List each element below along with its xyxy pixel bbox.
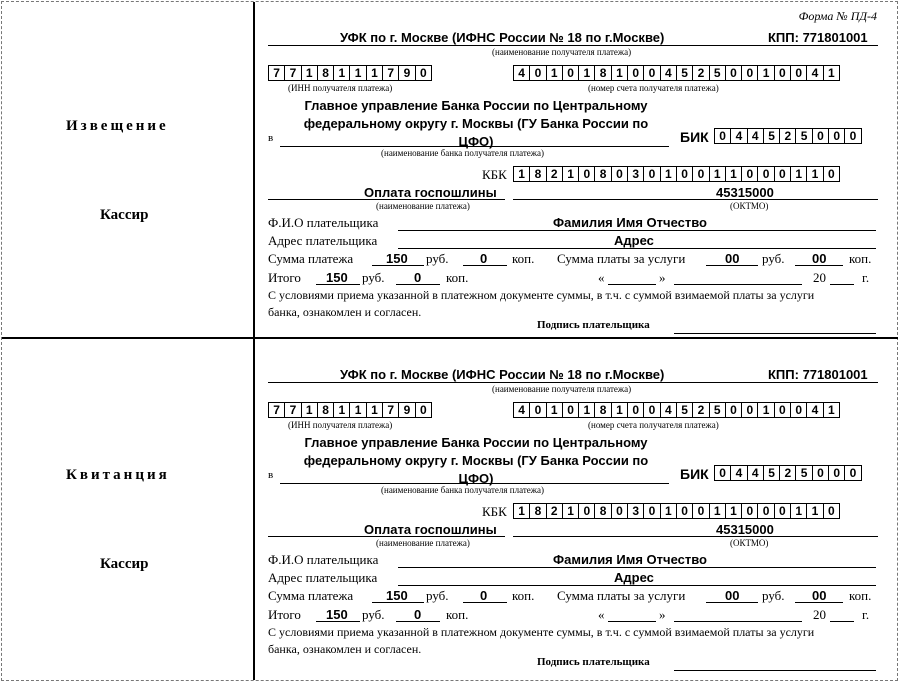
oktmo-value: 45315000	[716, 185, 774, 200]
purpose-caption: (наименование платежа)	[376, 538, 470, 548]
total-label: Итого	[268, 607, 301, 622]
payer-address-label: Адрес плательщика	[268, 233, 378, 248]
kbk-boxes-cell: 1	[710, 504, 726, 518]
kbk-boxes-cell: 0	[579, 504, 595, 518]
inn-boxes-cell: 1	[367, 66, 383, 80]
bik-boxes-cell: 0	[845, 129, 861, 143]
kbk-boxes-cell: 0	[758, 167, 774, 181]
total-rub-unit: руб.	[362, 270, 385, 285]
payment-purpose: Оплата госпошлины	[364, 522, 497, 537]
receipt-title: Квитанция	[66, 467, 170, 483]
kbk-boxes-cell: 0	[644, 504, 660, 518]
inn-boxes-cell: 8	[318, 403, 334, 417]
inn-boxes	[268, 65, 432, 81]
account-boxes-cell: 4	[514, 66, 530, 80]
kbk-boxes-cell: 0	[693, 504, 709, 518]
bank-name-line: федеральному округу г. Москвы (ГУ Банка России по	[303, 453, 649, 468]
payer-name-value: Фамилия Имя Отчество	[553, 215, 707, 230]
kbk-boxes-cell: 1	[563, 504, 579, 518]
kbk-boxes-cell: 0	[644, 167, 660, 181]
date-year-underline	[830, 284, 854, 285]
service-rub-value: 00	[725, 588, 740, 603]
kbk-boxes-cell: 1	[661, 504, 677, 518]
sum-kop-value: 0	[480, 251, 488, 266]
date-year-suffix: г.	[862, 270, 870, 285]
inn-boxes-cell: 1	[334, 66, 350, 80]
account-boxes-cell: 0	[742, 403, 758, 417]
account-boxes-cell: 1	[758, 66, 774, 80]
inn-boxes-cell: 7	[285, 403, 301, 417]
total-rub-value: 150	[326, 607, 348, 622]
sum-rub-value: 150	[386, 251, 408, 266]
recipient-caption: (наименование получателя платежа)	[492, 47, 632, 57]
terms-line-1: С условиями приема указанной в платежном документе суммы, в т.ч. с суммой взимаемой платы за услуги	[268, 288, 815, 302]
account-boxes-cell: 0	[628, 403, 644, 417]
inn-boxes-cell: 1	[302, 66, 318, 80]
account-boxes-cell: 5	[710, 66, 726, 80]
kbk-boxes	[513, 503, 840, 519]
bik-boxes-cell: 0	[813, 129, 829, 143]
kbk-boxes-cell: 1	[514, 167, 530, 181]
sum-kop-unit: коп.	[512, 251, 535, 266]
bank-prefix: в	[268, 132, 274, 144]
inn-boxes-cell: 1	[367, 403, 383, 417]
bik-boxes-cell: 5	[764, 466, 780, 480]
sum-kop-value: 0	[480, 588, 488, 603]
notice-cashier-label: Кассир	[100, 207, 149, 223]
account-caption: (номер счета получателя платежа)	[588, 420, 719, 430]
service-rub-underline	[706, 602, 758, 603]
account-boxes-cell: 0	[775, 403, 791, 417]
date-year-prefix: 20	[813, 607, 826, 622]
account-boxes-cell: 0	[726, 66, 742, 80]
purpose-underline	[268, 536, 505, 537]
account-boxes-cell: 0	[775, 66, 791, 80]
kbk-label: КБК	[482, 167, 507, 182]
terms-line-2: банка, ознакомлен и согласен.	[268, 642, 422, 656]
bank-name	[268, 434, 684, 488]
service-kop-value: 00	[812, 251, 827, 266]
receipt-cashier-label: Кассир	[100, 556, 149, 572]
date-quote-close: »	[659, 270, 666, 285]
inn-boxes-cell: 7	[383, 403, 399, 417]
account-boxes-cell: 0	[644, 403, 660, 417]
form-number-label: Форма № ПД-4	[798, 9, 877, 23]
sum-label: Сумма платежа	[268, 251, 354, 266]
bank-name-line: Главное управление Банка России по Центральному	[304, 435, 648, 450]
kbk-boxes-cell: 0	[612, 167, 628, 181]
bik-boxes	[714, 128, 862, 144]
account-boxes-cell: 1	[824, 66, 840, 80]
bik-boxes-cell: 5	[764, 129, 780, 143]
sum-label: Сумма платежа	[268, 588, 354, 603]
service-rub-value: 00	[725, 251, 740, 266]
total-kop-unit: коп.	[446, 270, 469, 285]
inn-boxes-cell: 1	[334, 403, 350, 417]
cut-line-left	[1, 1, 2, 681]
account-boxes-cell: 4	[661, 403, 677, 417]
account-boxes-cell: 8	[595, 66, 611, 80]
account-boxes-cell: 0	[742, 66, 758, 80]
bik-boxes-cell: 0	[813, 466, 829, 480]
inn-caption: (ИНН получателя платежа)	[288, 83, 393, 93]
sum-kop-underline	[463, 265, 507, 266]
payer-address-value: Адрес	[614, 233, 654, 248]
payer-address-value: Адрес	[614, 570, 654, 585]
sum-rub-value: 150	[386, 588, 408, 603]
account-boxes-cell: 4	[807, 66, 823, 80]
bik-boxes-cell: 4	[748, 466, 764, 480]
payer-signature-underline	[674, 670, 876, 671]
kbk-boxes-cell: 1	[514, 504, 530, 518]
total-kop-value: 0	[414, 607, 422, 622]
kbk-boxes-cell: 8	[530, 504, 546, 518]
service-rub-unit: руб.	[762, 251, 785, 266]
oktmo-value: 45315000	[716, 522, 774, 537]
kbk-boxes-cell: 0	[824, 504, 840, 518]
payer-signature-label: Подпись плательщика	[537, 319, 650, 331]
kbk-boxes-cell: 1	[563, 167, 579, 181]
kbk-boxes-cell: 8	[530, 167, 546, 181]
payer-signature-underline	[674, 333, 876, 334]
oktmo-underline	[513, 199, 878, 200]
service-fee-label: Сумма платы за услуги	[557, 251, 686, 266]
bik-boxes-cell: 0	[715, 129, 731, 143]
recipient-name: УФК по г. Москве (ИФНС России № 18 по г.Москве)	[340, 30, 665, 45]
account-boxes-cell: 1	[579, 403, 595, 417]
bik-boxes-cell: 4	[731, 466, 747, 480]
payer-address-underline	[398, 248, 876, 249]
kbk-boxes-cell: 0	[742, 504, 758, 518]
service-fee-label: Сумма платы за услуги	[557, 588, 686, 603]
total-kop-unit: коп.	[446, 607, 469, 622]
account-boxes-cell: 1	[547, 66, 563, 80]
inn-boxes	[268, 402, 432, 418]
service-rub-underline	[706, 265, 758, 266]
account-boxes-cell: 1	[824, 403, 840, 417]
inn-caption: (ИНН получателя платежа)	[288, 420, 393, 430]
date-day-underline	[608, 284, 656, 285]
inn-boxes-cell: 9	[399, 403, 415, 417]
notice-title: Извещение	[66, 118, 169, 134]
bik-boxes-cell: 0	[845, 466, 861, 480]
account-boxes	[513, 65, 840, 81]
bik-boxes-cell: 0	[829, 466, 845, 480]
account-boxes-cell: 0	[563, 403, 579, 417]
kbk-boxes-cell: 0	[775, 504, 791, 518]
terms-line-1: С условиями приема указанной в платежном документе суммы, в т.ч. с суммой взимаемой платы за услуги	[268, 625, 815, 639]
kbk-boxes-cell: 1	[726, 167, 742, 181]
account-boxes-cell: 8	[595, 403, 611, 417]
bank-caption: (наименование банка получателя платежа)	[381, 485, 544, 495]
bik-label: БИК	[680, 129, 709, 145]
oktmo-underline	[513, 536, 878, 537]
bank-name	[268, 97, 684, 151]
bik-label: БИК	[680, 466, 709, 482]
bik-boxes-cell: 2	[780, 129, 796, 143]
account-boxes-cell: 2	[693, 403, 709, 417]
kpp-value: КПП: 771801001	[768, 367, 868, 382]
recipient-underline	[268, 45, 878, 46]
account-boxes-cell: 0	[726, 403, 742, 417]
kbk-boxes-cell: 0	[758, 504, 774, 518]
bank-name-line: ЦФО)	[458, 471, 494, 486]
kbk-boxes-cell: 8	[595, 167, 611, 181]
sum-rub-underline	[372, 602, 424, 603]
bank-name-line: Главное управление Банка России по Центральному	[304, 98, 648, 113]
bik-boxes-cell: 0	[715, 466, 731, 480]
kbk-boxes-cell: 0	[612, 504, 628, 518]
payer-name-label: Ф.И.О плательщика	[268, 552, 379, 567]
date-year-underline	[830, 621, 854, 622]
kbk-boxes-cell: 1	[710, 167, 726, 181]
bank-prefix: в	[268, 469, 274, 481]
service-kop-value: 00	[812, 588, 827, 603]
kbk-boxes-cell: 2	[547, 167, 563, 181]
sum-kop-unit: коп.	[512, 588, 535, 603]
kbk-boxes-cell: 1	[726, 504, 742, 518]
account-boxes-cell: 5	[710, 403, 726, 417]
kbk-boxes-cell: 0	[579, 167, 595, 181]
inn-boxes-cell: 7	[269, 66, 285, 80]
kbk-boxes-cell: 1	[807, 504, 823, 518]
inn-boxes-cell: 1	[302, 403, 318, 417]
payer-name-label: Ф.И.О плательщика	[268, 215, 379, 230]
kbk-boxes-cell: 1	[791, 167, 807, 181]
account-boxes-cell: 1	[612, 66, 628, 80]
bank-underline	[280, 146, 669, 147]
kbk-label: КБК	[482, 504, 507, 519]
payer-name-underline	[398, 230, 876, 231]
total-kop-value: 0	[414, 270, 422, 285]
sum-rub-underline	[372, 265, 424, 266]
kbk-boxes-cell: 0	[677, 504, 693, 518]
terms-line-2: банка, ознакомлен и согласен.	[268, 305, 422, 319]
bik-boxes-cell: 5	[796, 466, 812, 480]
account-boxes-cell: 1	[612, 403, 628, 417]
inn-boxes-cell: 7	[269, 403, 285, 417]
cut-line-right	[897, 1, 898, 681]
account-boxes-cell: 1	[579, 66, 595, 80]
total-rub-underline	[316, 621, 360, 622]
date-month-underline	[674, 621, 802, 622]
service-kop-unit: коп.	[849, 588, 872, 603]
kbk-boxes-cell: 8	[595, 504, 611, 518]
kbk-boxes-cell: 0	[824, 167, 840, 181]
payer-address-label: Адрес плательщика	[268, 570, 378, 585]
service-kop-underline	[795, 602, 843, 603]
cut-line-top	[1, 1, 898, 2]
kbk-boxes-cell: 0	[775, 167, 791, 181]
bik-boxes-cell: 4	[748, 129, 764, 143]
bik-boxes-cell: 5	[796, 129, 812, 143]
inn-boxes-cell: 0	[416, 66, 432, 80]
account-boxes-cell: 5	[677, 66, 693, 80]
date-quote-close: »	[659, 607, 666, 622]
date-day-underline	[608, 621, 656, 622]
recipient-name: УФК по г. Москве (ИФНС России № 18 по г.Москве)	[340, 367, 665, 382]
purpose-underline	[268, 199, 505, 200]
kbk-boxes-cell: 0	[693, 167, 709, 181]
account-boxes-cell: 4	[807, 403, 823, 417]
oktmo-caption: (ОКТМО)	[730, 538, 769, 548]
inn-boxes-cell: 1	[350, 403, 366, 417]
sum-rub-unit: руб.	[426, 588, 449, 603]
inn-boxes-cell: 0	[416, 403, 432, 417]
total-rub-underline	[316, 284, 360, 285]
date-quote-open: «	[598, 607, 605, 622]
kbk-boxes-cell: 1	[791, 504, 807, 518]
account-boxes-cell: 0	[644, 66, 660, 80]
section-divider-vertical	[253, 2, 255, 680]
inn-boxes-cell: 7	[383, 66, 399, 80]
bik-boxes-cell: 0	[829, 129, 845, 143]
account-boxes	[513, 402, 840, 418]
total-label: Итого	[268, 270, 301, 285]
bik-boxes-cell: 4	[731, 129, 747, 143]
kbk-boxes-cell: 3	[628, 504, 644, 518]
date-year-prefix: 20	[813, 270, 826, 285]
recipient-caption: (наименование получателя платежа)	[492, 384, 632, 394]
account-boxes-cell: 2	[693, 66, 709, 80]
account-caption: (номер счета получателя платежа)	[588, 83, 719, 93]
account-boxes-cell: 4	[661, 66, 677, 80]
purpose-caption: (наименование платежа)	[376, 201, 470, 211]
inn-boxes-cell: 9	[399, 66, 415, 80]
kbk-boxes-cell: 1	[661, 167, 677, 181]
payer-name-value: Фамилия Имя Отчество	[553, 552, 707, 567]
bik-boxes-cell: 2	[780, 466, 796, 480]
inn-boxes-cell: 1	[350, 66, 366, 80]
recipient-underline	[268, 382, 878, 383]
account-boxes-cell: 0	[563, 66, 579, 80]
account-boxes-cell: 1	[758, 403, 774, 417]
section-divider-horizontal	[2, 337, 898, 339]
kpp-value: КПП: 771801001	[768, 30, 868, 45]
payer-name-underline	[398, 567, 876, 568]
payer-signature-label: Подпись плательщика	[537, 656, 650, 668]
account-boxes-cell: 0	[530, 66, 546, 80]
kbk-boxes-cell: 2	[547, 504, 563, 518]
kbk-boxes-cell: 1	[807, 167, 823, 181]
service-rub-unit: руб.	[762, 588, 785, 603]
account-boxes-cell: 1	[547, 403, 563, 417]
service-kop-underline	[795, 265, 843, 266]
payer-address-underline	[398, 585, 876, 586]
account-boxes-cell: 5	[677, 403, 693, 417]
bik-boxes	[714, 465, 862, 481]
bank-underline	[280, 483, 669, 484]
total-rub-value: 150	[326, 270, 348, 285]
total-kop-underline	[396, 284, 440, 285]
inn-boxes-cell: 7	[285, 66, 301, 80]
total-rub-unit: руб.	[362, 607, 385, 622]
sum-rub-unit: руб.	[426, 251, 449, 266]
sum-kop-underline	[463, 602, 507, 603]
bank-name-line: ЦФО)	[458, 134, 494, 149]
total-kop-underline	[396, 621, 440, 622]
kbk-boxes-cell: 0	[742, 167, 758, 181]
kbk-boxes	[513, 166, 840, 182]
date-quote-open: «	[598, 270, 605, 285]
inn-boxes-cell: 8	[318, 66, 334, 80]
account-boxes-cell: 4	[514, 403, 530, 417]
bank-name-line: федеральному округу г. Москвы (ГУ Банка России по	[303, 116, 649, 131]
oktmo-caption: (ОКТМО)	[730, 201, 769, 211]
kbk-boxes-cell: 0	[677, 167, 693, 181]
account-boxes-cell: 0	[791, 66, 807, 80]
account-boxes-cell: 0	[530, 403, 546, 417]
cut-line-bottom	[1, 680, 898, 681]
service-kop-unit: коп.	[849, 251, 872, 266]
date-year-suffix: г.	[862, 607, 870, 622]
bank-caption: (наименование банка получателя платежа)	[381, 148, 544, 158]
account-boxes-cell: 0	[628, 66, 644, 80]
kbk-boxes-cell: 3	[628, 167, 644, 181]
payment-purpose: Оплата госпошлины	[364, 185, 497, 200]
date-month-underline	[674, 284, 802, 285]
account-boxes-cell: 0	[791, 403, 807, 417]
